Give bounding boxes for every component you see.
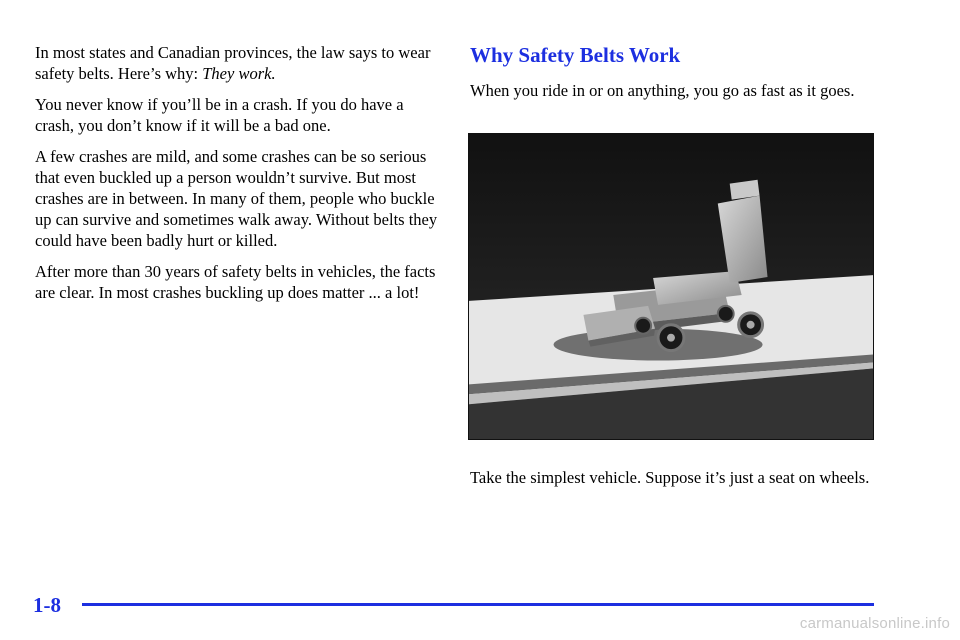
emphasis-they-work: They work.	[202, 64, 276, 83]
illustration-svg	[469, 134, 873, 439]
watermark: carmanualsonline.info	[799, 615, 950, 632]
paragraph-law: In most states and Canadian provinces, the law says to wear safety belts. Here’s why: They work.	[35, 43, 431, 83]
page-number: 1-8	[33, 593, 61, 617]
paragraph-facts: After more than 30 years of safety belts in vehicles, the facts are clear. In most crashes buckling up does matter ... a lot!	[35, 262, 436, 302]
footer-rule	[82, 603, 874, 606]
left-column	[35, 42, 440, 313]
seat-on-wheels-illustration	[468, 133, 874, 440]
section-heading: Why Safety Belts Work	[470, 43, 681, 67]
right-column	[470, 42, 875, 111]
paragraph-crash-severity: A few crashes are mild, and some crashes can be so serious that even buckled up a person wouldn’t survive. But most crashes are in between. In many of them, people who buckle up can survive and sometimes walk away. Without belts they could have been badly hurt or killed.	[35, 147, 438, 250]
illustration-caption: Take the simplest vehicle. Suppose it’s just a seat on wheels.	[470, 468, 870, 487]
paragraph-intro: When you ride in or on anything, you go as fast as it goes.	[470, 81, 855, 100]
paragraph-crash-unknown: You never know if you’ll be in a crash. If you do have a crash, you don’t know if it will be a bad one.	[35, 95, 404, 135]
